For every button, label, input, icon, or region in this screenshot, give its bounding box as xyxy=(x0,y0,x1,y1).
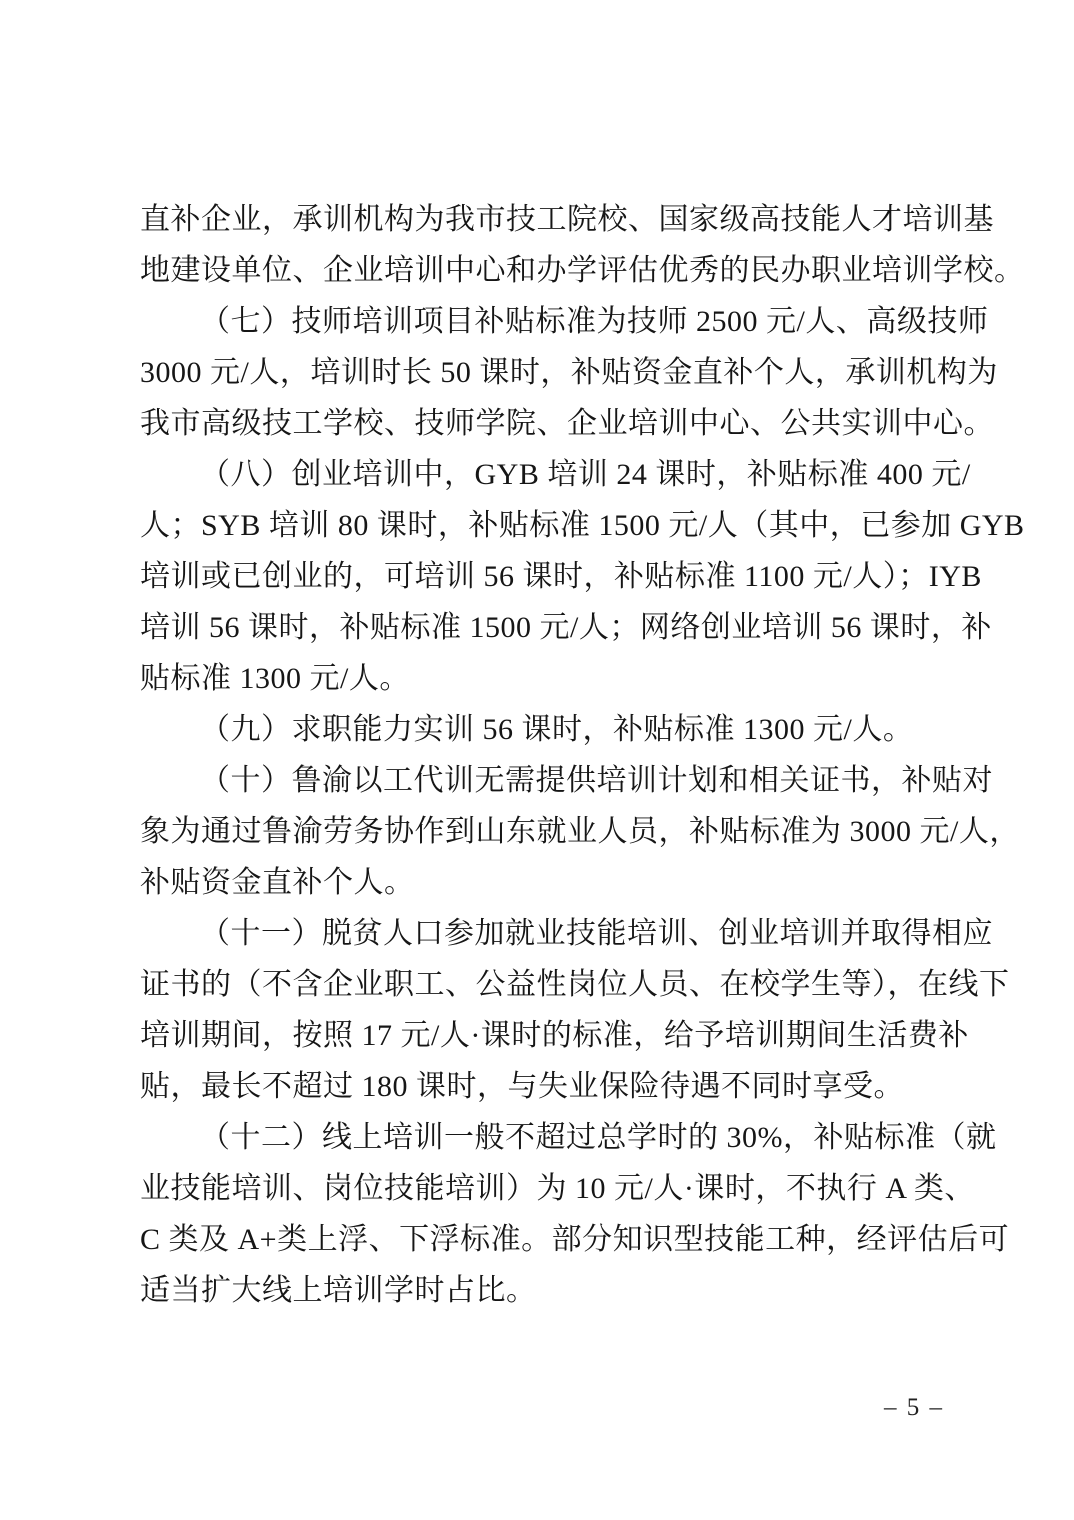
paragraph xyxy=(140,704,960,755)
paragraph xyxy=(140,908,1010,1112)
text-line: （九）求职能力实训 56 课时，补贴标准 1300 元/人。 xyxy=(200,713,914,746)
text-line: 3000 元/人，培训时长 50 课时，补贴资金直补个人，承训机构为 xyxy=(140,356,998,389)
text-line: 直补企业，承训机构为我市技工院校、国家级高技能人才培训基 xyxy=(140,203,994,236)
text-line: 适当扩大线上培训学时占比。 xyxy=(140,1274,537,1307)
text-line: 贴标准 1300 元/人。 xyxy=(140,662,410,695)
page-number: – 5 – xyxy=(884,1394,944,1421)
paragraph xyxy=(140,1112,1010,1316)
paragraph xyxy=(140,296,998,449)
text-line: （十一）脱贫人口参加就业技能培训、创业培训并取得相应 xyxy=(200,917,993,950)
text-line: 贴，最长不超过 180 课时，与失业保险待遇不同时享受。 xyxy=(140,1070,904,1103)
text-line: 证书的（不含企业职工、公益性岗位人员、在校学生等），在线下 xyxy=(140,968,1010,1001)
text-line: 培训期间，按照 17 元/人·课时的标准，给予培训期间生活费补 xyxy=(140,1019,969,1052)
text-line: C 类及 A+类上浮、下浮标准。部分知识型技能工种，经评估后可 xyxy=(140,1223,1010,1256)
document-body xyxy=(140,194,1025,1316)
text-line: 业技能培训、岗位技能培训）为 10 元/人·课时，不执行 A 类、 xyxy=(140,1172,975,1205)
text-line: 人；SYB 培训 80 课时，补贴标准 1500 元/人（其中，已参加 GYB xyxy=(140,509,1025,542)
text-line: （十）鲁渝以工代训无需提供培训计划和相关证书，补贴对 xyxy=(200,764,993,797)
paragraph xyxy=(140,194,1025,296)
text-line: （十二）线上培训一般不超过总学时的 30%，补贴标准（就 xyxy=(200,1121,997,1154)
text-line: （八）创业培训中，GYB 培训 24 课时，补贴标准 400 元/ xyxy=(200,458,971,491)
text-line: 地建设单位、企业培训中心和办学评估优秀的民办职业培训学校。 xyxy=(140,254,1025,287)
text-line: （七）技师培训项目补贴标准为技师 2500 元/人、高级技师 xyxy=(200,305,989,338)
paragraph xyxy=(140,755,1020,908)
text-line: 培训或已创业的，可培训 56 课时，补贴标准 1100 元/人）；IYB xyxy=(140,560,982,593)
paragraph xyxy=(140,449,1025,704)
text-line: 培训 56 课时，补贴标准 1500 元/人；网络创业培训 56 课时，补 xyxy=(140,611,992,644)
text-line: 我市高级技工学校、技师学院、企业培训中心、公共实训中心。 xyxy=(140,407,994,440)
text-line: 补贴资金直补个人。 xyxy=(140,866,415,899)
text-line: 象为通过鲁渝劳务协作到山东就业人员，补贴标准为 3000 元/人， xyxy=(140,815,1020,848)
